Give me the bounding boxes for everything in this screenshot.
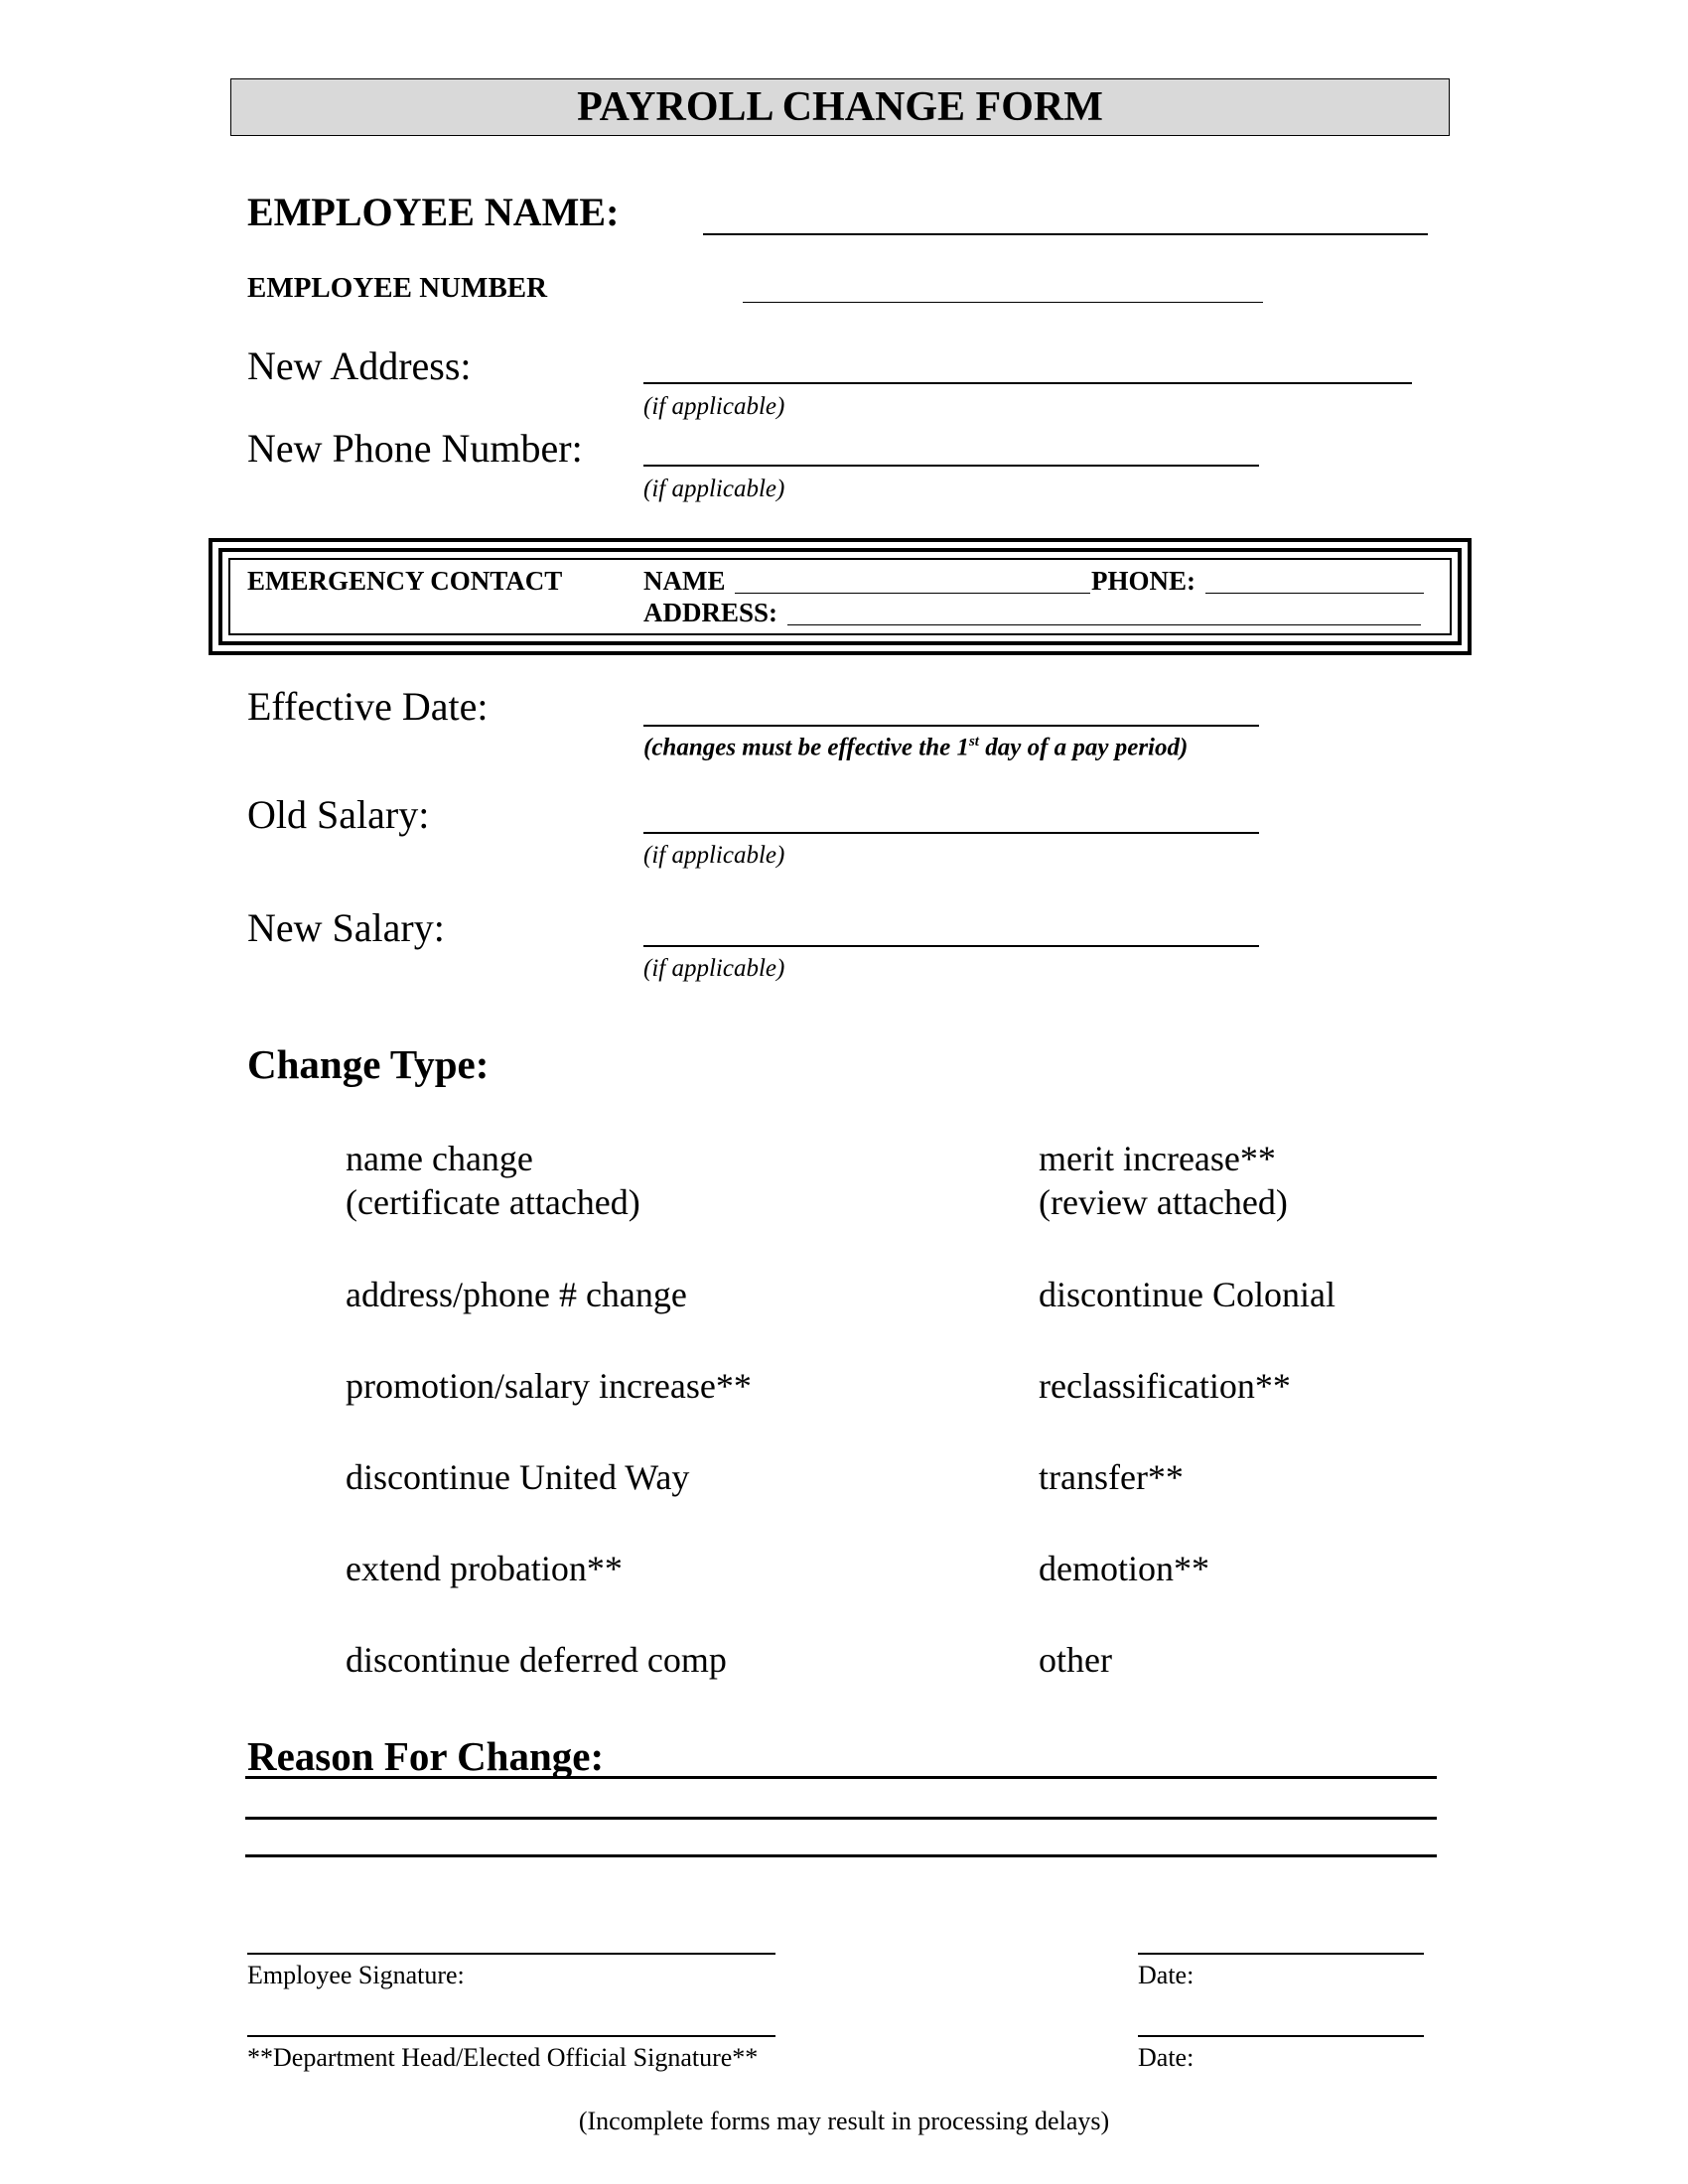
dept-head-date-field[interactable] bbox=[1138, 2035, 1424, 2037]
employee-number-label: EMPLOYEE NUMBER bbox=[247, 272, 548, 304]
effective-date-field[interactable] bbox=[643, 725, 1259, 727]
change-type-address-phone[interactable]: address/phone # change bbox=[346, 1275, 687, 1314]
new-salary-note: (if applicable) bbox=[643, 955, 785, 982]
new-address-field[interactable] bbox=[643, 382, 1412, 384]
old-salary-label: Old Salary: bbox=[247, 792, 430, 837]
form-title: PAYROLL CHANGE FORM bbox=[230, 78, 1450, 136]
old-salary-note: (if applicable) bbox=[643, 842, 785, 869]
emergency-phone-label: PHONE: bbox=[1091, 566, 1196, 596]
dept-head-signature-field[interactable] bbox=[247, 2035, 775, 2037]
employee-date-field[interactable] bbox=[1138, 1953, 1424, 1955]
dept-head-date-label: Date: bbox=[1138, 2043, 1195, 2072]
change-type-promotion[interactable]: promotion/salary increase** bbox=[346, 1366, 752, 1406]
emergency-name-label: NAME bbox=[643, 566, 726, 596]
emergency-contact-label: EMERGENCY CONTACT bbox=[247, 566, 563, 596]
change-type-merit-increase[interactable]: merit increase** bbox=[1039, 1139, 1276, 1178]
emergency-address-label: ADDRESS: bbox=[643, 598, 778, 627]
employee-name-label: EMPLOYEE NAME: bbox=[247, 190, 620, 234]
employee-name-field[interactable] bbox=[703, 233, 1428, 235]
new-address-label: New Address: bbox=[247, 343, 472, 388]
change-type-extend-probation[interactable]: extend probation** bbox=[346, 1549, 623, 1588]
employee-number-field[interactable] bbox=[743, 302, 1263, 303]
footer-note: (Incomplete forms may result in processing delays) bbox=[578, 2107, 1110, 2135]
change-type-certificate-note: (certificate attached) bbox=[346, 1182, 640, 1222]
new-phone-field[interactable] bbox=[643, 465, 1259, 467]
emergency-phone-field[interactable] bbox=[1205, 593, 1424, 594]
reason-line-3[interactable] bbox=[245, 1854, 1437, 1857]
change-type-colonial[interactable]: discontinue Colonial bbox=[1039, 1275, 1336, 1314]
change-type-review-note: (review attached) bbox=[1039, 1182, 1288, 1222]
change-type-other[interactable]: other bbox=[1039, 1640, 1112, 1680]
change-type-reclassification[interactable]: reclassification** bbox=[1039, 1366, 1291, 1406]
new-address-note: (if applicable) bbox=[643, 393, 785, 420]
change-type-demotion[interactable]: demotion** bbox=[1039, 1549, 1209, 1588]
old-salary-field[interactable] bbox=[643, 832, 1259, 834]
change-type-heading: Change Type: bbox=[247, 1041, 490, 1087]
reason-line-1[interactable] bbox=[245, 1776, 1437, 1779]
change-type-transfer[interactable]: transfer** bbox=[1039, 1457, 1184, 1497]
employee-signature-label: Employee Signature: bbox=[247, 1961, 465, 1989]
change-type-name-change[interactable]: name change bbox=[346, 1139, 533, 1178]
new-salary-field[interactable] bbox=[643, 945, 1259, 947]
emergency-address-field[interactable] bbox=[787, 624, 1421, 625]
employee-signature-field[interactable] bbox=[247, 1953, 775, 1955]
change-type-united-way[interactable]: discontinue United Way bbox=[346, 1457, 690, 1497]
reason-heading: Reason For Change: bbox=[247, 1733, 605, 1779]
new-salary-label: New Salary: bbox=[247, 905, 445, 950]
effective-date-label: Effective Date: bbox=[247, 684, 489, 729]
reason-line-2[interactable] bbox=[245, 1817, 1437, 1820]
effective-date-note: (changes must be effective the 1st day of a pay period) bbox=[643, 734, 1189, 761]
emergency-name-field[interactable] bbox=[735, 593, 1090, 594]
dept-head-signature-label: **Department Head/Elected Official Signature** bbox=[247, 2043, 759, 2072]
employee-date-label: Date: bbox=[1138, 1961, 1195, 1989]
change-type-deferred-comp[interactable]: discontinue deferred comp bbox=[346, 1640, 727, 1680]
new-phone-note: (if applicable) bbox=[643, 476, 785, 502]
new-phone-label: New Phone Number: bbox=[247, 426, 583, 471]
